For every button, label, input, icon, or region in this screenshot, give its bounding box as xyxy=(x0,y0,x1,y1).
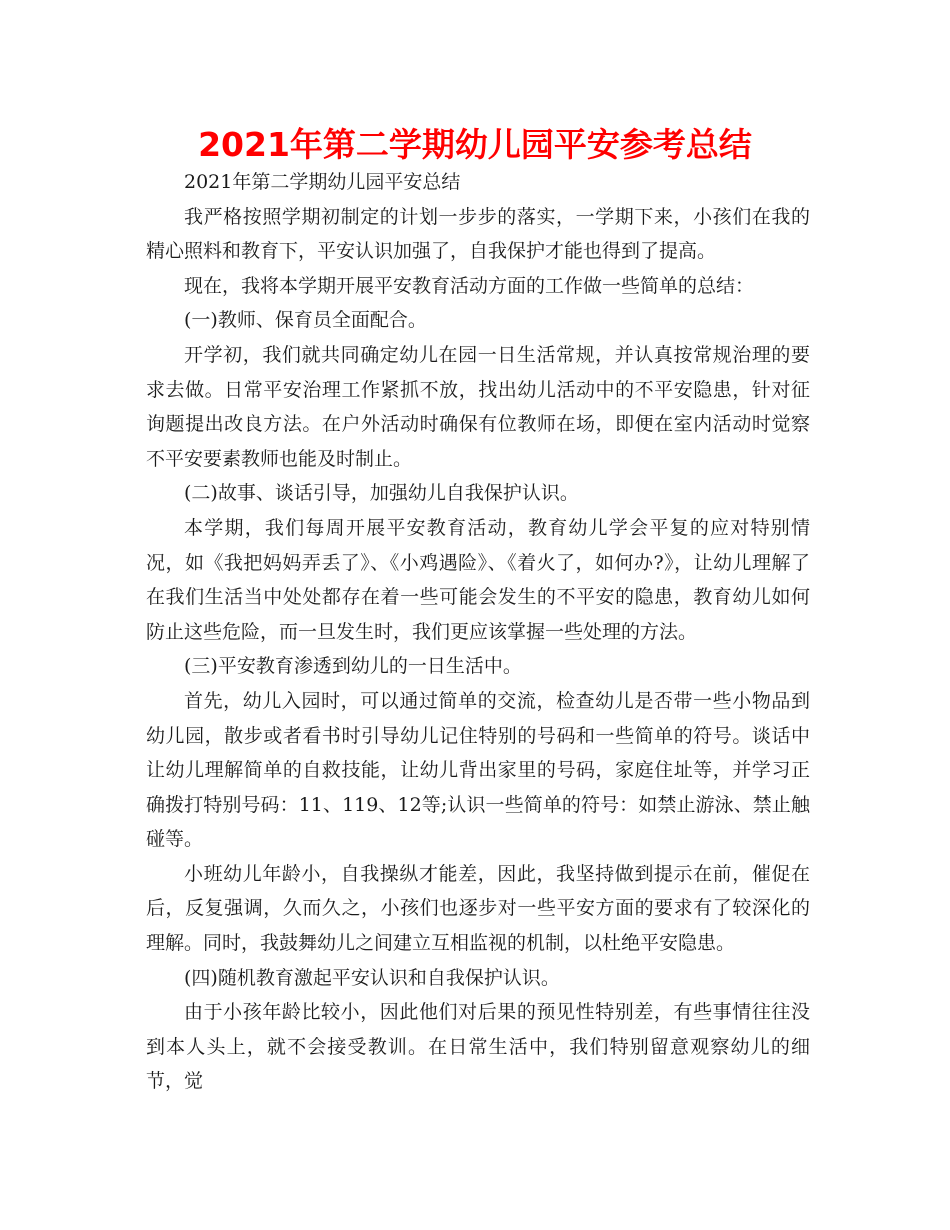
body-paragraph: 我严格按照学期初制定的计划一步步的落实，一学期下来，小孩们在我的精心照料和教育下，平安认识加强了，自我保护才能也得到了提高。 xyxy=(146,205,810,263)
body-paragraph: 首先，幼儿入园时，可以通过简单的交流，检查幼儿是否带一些小物品到幼儿园，散步或者看书时引导幼儿记住特别的号码和一些简单的符号。谈话中让幼儿理解简单的自救技能，让幼儿背出家里的号码，家庭住址等，并学习正确拨打特别号码：11、119、12等;认识一些简单的符号：如禁止游泳、禁止触碰等。 xyxy=(146,689,810,851)
body-paragraph: 开学初，我们就共同确定幼儿在园一日生活常规，并认真按常规治理的要求去做。日常平安治理工作紧抓不放，找出幼儿活动中的不平安隐患，针对征询题提出改良方法。在户外活动时确保有位教师在场，即便在室内活动时觉察不平安要素教师也能及时制止。 xyxy=(146,343,810,470)
section-heading: (二)故事、谈话引导，加强幼儿自我保护认识。 xyxy=(184,482,579,505)
body-paragraph: 本学期，我们每周开展平安教育活动，教育幼儿学会平复的应对特别情况，如《我把妈妈弄丢了》、《小鸡遇险》、《着火了，如何办?》，让幼儿理解了在我们生活当中处处都存在着一些可能会发生的不平安的隐患，教育幼儿如何防止这些危险，而一旦发生时，我们更应该掌握一些处理的方法。 xyxy=(146,516,810,643)
body-paragraph: 由于小孩年龄比较小，因此他们对后果的预见性特别差，有些事情往往没到本人头上，就不会接受教训。在日常生活中，我们特别留意观察幼儿的细节，觉 xyxy=(146,1001,810,1093)
section-heading: (一)教师、保育员全面配合。 xyxy=(184,309,427,332)
section-heading: (三)平安教育渗透到幼儿的一日生活中。 xyxy=(184,655,522,678)
document-body xyxy=(146,165,810,1099)
section-heading: (四)随机教育激起平安认识和自我保护认识。 xyxy=(184,966,560,989)
subtitle-paragraph: 2021年第二学期幼儿园平安总结 xyxy=(184,171,461,193)
document-title: 2021年第二学期幼儿园平安参考总结 xyxy=(198,125,752,164)
body-paragraph: 现在，我将本学期开展平安教育活动方面的工作做一些简单的总结： xyxy=(184,274,755,297)
body-paragraph: 小班幼儿年龄小，自我操纵才能差，因此，我坚持做到提示在前，催促在后，反复强调，久而久之，小孩们也逐步对一些平安方面的要求有了较深化的理解。同时，我鼓舞幼儿之间建立互相监视的机制，以杜绝平安隐患。 xyxy=(146,862,810,955)
